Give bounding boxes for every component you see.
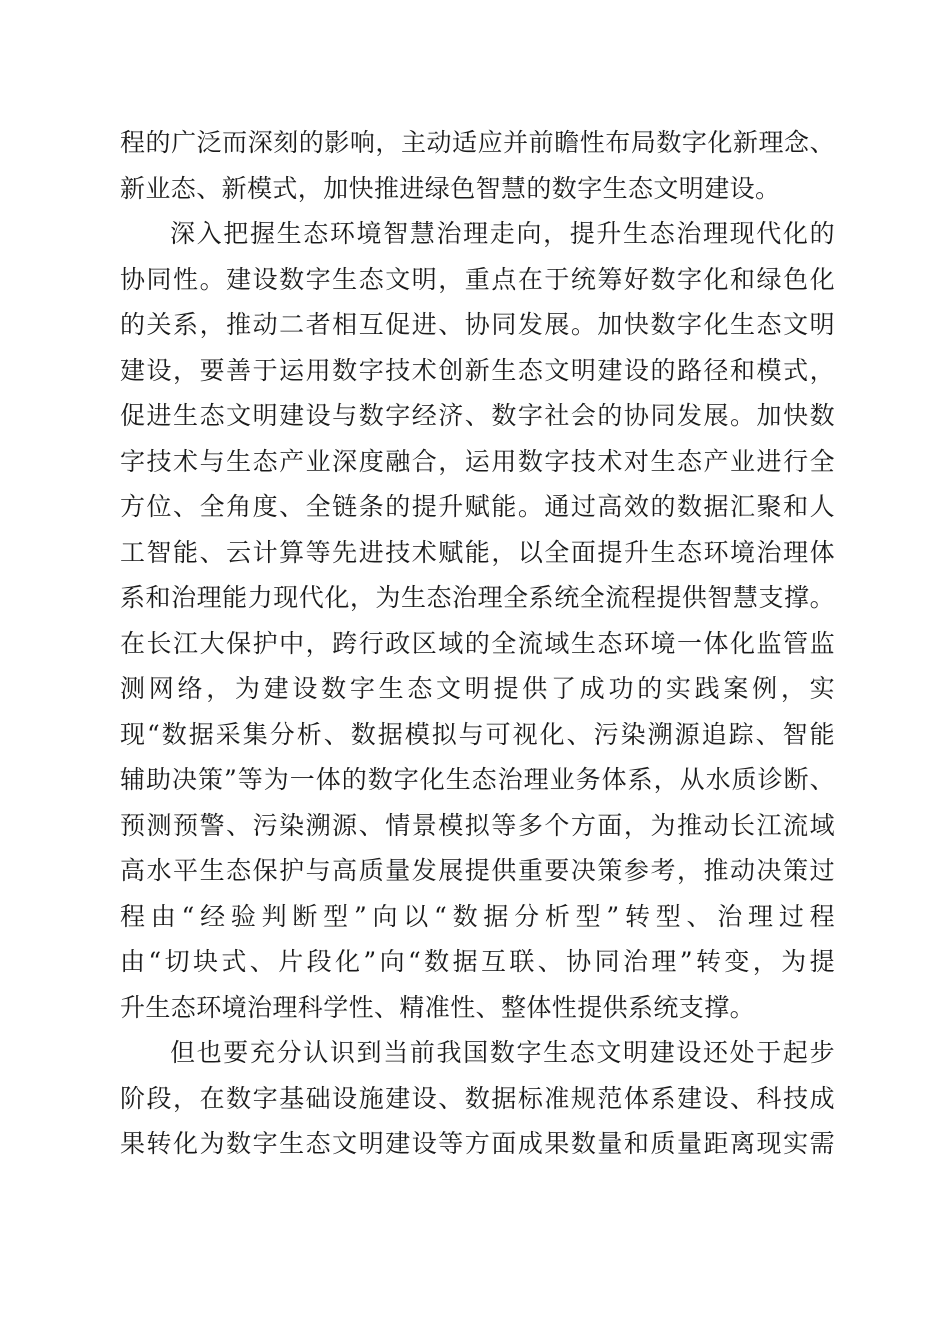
text-line: 在长江大保护中，跨行政区域的全流域生态环境一体化监管监 — [120, 628, 835, 658]
text-line: 高水平生态保护与高质量发展提供重要决策参考，推动决策过 — [120, 856, 835, 885]
text-line: 果转化为数字生态文明建设等方面成果数量和质量距离现实需 — [120, 1129, 835, 1158]
paragraph-2 — [120, 211, 835, 1030]
body-text — [120, 120, 835, 1167]
text-line: 程的广泛而深刻的影响，主动适应并前瞻性布局数字化新理念、 — [120, 128, 835, 157]
text-line: 阶段，在数字基础设施建设、数据标准规范体系建设、科技成 — [120, 1083, 835, 1113]
text-line: 现“数据采集分析、数据模拟与可视化、污染溯源追踪、智能 — [120, 719, 835, 749]
paragraph-3 — [120, 1030, 835, 1167]
text-line: 促进生态文明建设与数字经济、数字社会的协同发展。加快数 — [120, 401, 835, 430]
text-line: 预测预警、污染溯源、情景模拟等多个方面，为推动长江流域 — [120, 810, 835, 840]
text-line: 系和治理能力现代化，为生态治理全系统全流程提供智慧支撑。 — [120, 583, 835, 612]
text-line: 建设，要善于运用数字技术创新生态文明建设的路径和模式， — [120, 355, 835, 385]
text-line: 测网络，为建设数字生态文明提供了成功的实践案例，实 — [120, 674, 835, 703]
text-line: 由“切块式、片段化”向“数据互联、协同治理”转变，为提 — [120, 947, 835, 976]
text-line: 工智能、云计算等先进技术赋能，以全面提升生态环境治理体 — [120, 537, 835, 567]
text-line: 程由“经验判断型”向以“数据分析型”转型、治理过程 — [120, 901, 835, 931]
text-line: 升生态环境治理科学性、精准性、整体性提供系统支撑。 — [120, 992, 756, 1022]
text-line: 字技术与生态产业深度融合，运用数字技术对生态产业进行全 — [120, 446, 835, 476]
text-line: 方位、全角度、全链条的提升赋能。通过高效的数据汇聚和人 — [120, 492, 835, 521]
paragraph-1 — [120, 120, 835, 211]
text-line: 深入把握生态环境智慧治理走向，提升生态治理现代化的 — [170, 219, 835, 248]
text-line: 新业态、新模式，加快推进绿色智慧的数字生态文明建设。 — [120, 173, 781, 203]
text-line: 的关系，推动二者相互促进、协同发展。加快数字化生态文明 — [120, 310, 835, 339]
text-line: 但也要充分认识到当前我国数字生态文明建设还处于起步 — [170, 1038, 835, 1067]
text-line: 辅助决策”等为一体的数字化生态治理业务体系，从水质诊断、 — [120, 765, 835, 794]
text-line: 协同性。建设数字生态文明，重点在于统筹好数字化和绿色化 — [120, 264, 835, 294]
